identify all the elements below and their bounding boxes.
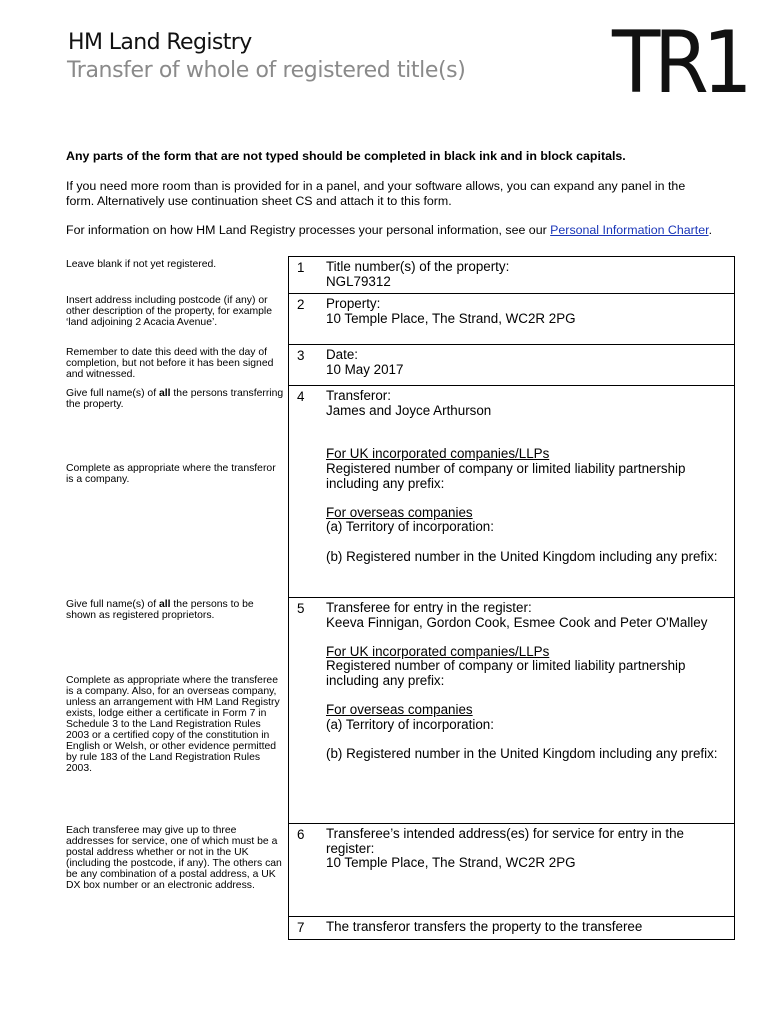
transferee-field[interactable]: Keeva Finnigan, Gordon Cook, Esmee Cook and Peter O'Malley: [326, 614, 708, 630]
note-transferee-text: Give full name(s) of: [66, 599, 159, 610]
note-title-number: Leave blank if not yet registered.: [66, 259, 217, 270]
panel-date: [289, 344, 734, 386]
panel-address-for-service: [289, 823, 734, 917]
panel-transferee: [289, 597, 734, 824]
panel-label: Property:: [326, 296, 381, 311]
header-organisation: HM Land Registry: [68, 30, 252, 55]
panel-number: 7: [297, 920, 305, 935]
note-address-for-service: Each transferee may give up to three addresses for service, one of which must be a postal address whether or not in the UK (including the postcode, if any). The others can be any combination of a postal address, a UK DX box number or an electronic address.: [66, 825, 282, 891]
panel-title-number: [289, 257, 734, 293]
panel-number: 6: [297, 827, 305, 842]
panel-number: 4: [297, 389, 305, 404]
address-for-service-field[interactable]: 10 Temple Place, The Strand, WC2R 2PG: [326, 855, 576, 871]
privacy-notice-end: .: [708, 223, 713, 237]
block-capitals-notice: Any parts of the form that are not typed should be completed in black ink and in block capitals.: [66, 149, 626, 163]
note-transferee: [66, 599, 284, 621]
note-transferee-company: Complete as appropriate where the transferee is a company. Also, for an overseas company, unless an arrangement with HM Land Registry exists, lodge either a certificate in Form 7 in Schedule 3 to the Land Registration Rules 2003 or a certified copy of the constitution in English or Welsh, or other evidence permitted by rule 183 of the Land Registration Rules 2003.: [66, 675, 280, 774]
note-transferor-company: Complete as appropriate where the transferor is a company.: [66, 463, 276, 485]
privacy-notice: [66, 223, 716, 238]
personal-information-charter-link[interactable]: Personal Information Charter: [550, 223, 709, 237]
form-code: TR1: [612, 13, 747, 113]
title-number-field[interactable]: NGL79312: [326, 273, 391, 289]
transferor-field[interactable]: James and Joyce Arthurson: [326, 402, 492, 418]
panel-transfer-statement: [289, 916, 734, 940]
panel-label: Title number(s) of the property:: [326, 259, 510, 274]
panel-label: Transferor:: [326, 388, 391, 403]
uk-registered-number-label: (b) Registered number in the United Kingdom including any prefix:: [326, 745, 718, 761]
form-panels: [288, 256, 735, 940]
panel-property: [289, 293, 734, 345]
note-transferee-emphasis: all: [158, 599, 171, 610]
note-transferor-text-end: the persons transferring the property.: [66, 388, 284, 410]
continuation-notice: If you need more room than is provided for in a panel, and your software allows, you can expand any panel in the form. Alternatively use continuation sheet CS and attach it to this form.: [66, 179, 686, 208]
note-transferor: [66, 388, 284, 410]
panel-number: 5: [297, 601, 305, 616]
note-property: Insert address including postcode (if any) or other description of the property, for example ‘land adjoining 2 Acacia Avenue’.: [66, 295, 272, 328]
panel-number: 2: [297, 297, 305, 312]
overseas-company-heading: For overseas companies: [326, 504, 473, 520]
uk-company-registered-number-label: Registered number of company or limited liability partnership including any prefix:: [326, 460, 686, 491]
panel-label: Date:: [326, 347, 359, 362]
territory-of-incorporation-label: (a) Territory of incorporation:: [326, 519, 494, 535]
uk-company-registered-number-label: Registered number of company or limited liability partnership including any prefix:: [326, 658, 686, 688]
panel-number: 3: [297, 348, 305, 363]
privacy-notice-text: For information on how HM Land Registry processes your personal information, see our: [66, 223, 551, 237]
territory-of-incorporation-label: (a) Territory of incorporation:: [326, 716, 494, 732]
note-transferee-text-end: the persons to be shown as registered proprietors.: [66, 599, 254, 621]
property-field[interactable]: 10 Temple Place, The Strand, WC2R 2PG: [326, 310, 576, 326]
uk-company-heading: For UK incorporated companies/LLPs: [326, 446, 550, 462]
overseas-company-heading: For overseas companies: [326, 702, 473, 718]
panel-number: 1: [297, 260, 305, 275]
uk-company-heading: For UK incorporated companies/LLPs: [326, 643, 550, 659]
panel-label: Transferee for entry in the register:: [326, 600, 532, 615]
uk-registered-number-label: (b) Registered number in the United Kingdom including any prefix:: [326, 548, 718, 564]
form-title: Transfer of whole of registered title(s): [67, 58, 466, 83]
transfer-statement: The transferor transfers the property to the transferee: [326, 919, 643, 934]
date-field[interactable]: 10 May 2017: [326, 361, 404, 377]
note-transferor-emphasis: all: [158, 388, 171, 399]
panel-transferor: [289, 385, 734, 598]
panel-label: Transferee’s intended address(es) for service for entry in the register:: [326, 826, 684, 856]
note-transferor-text: Give full name(s) of: [66, 388, 159, 399]
note-date: Remember to date this deed with the day of completion, but not before it has been signed and witnessed.: [66, 347, 274, 380]
